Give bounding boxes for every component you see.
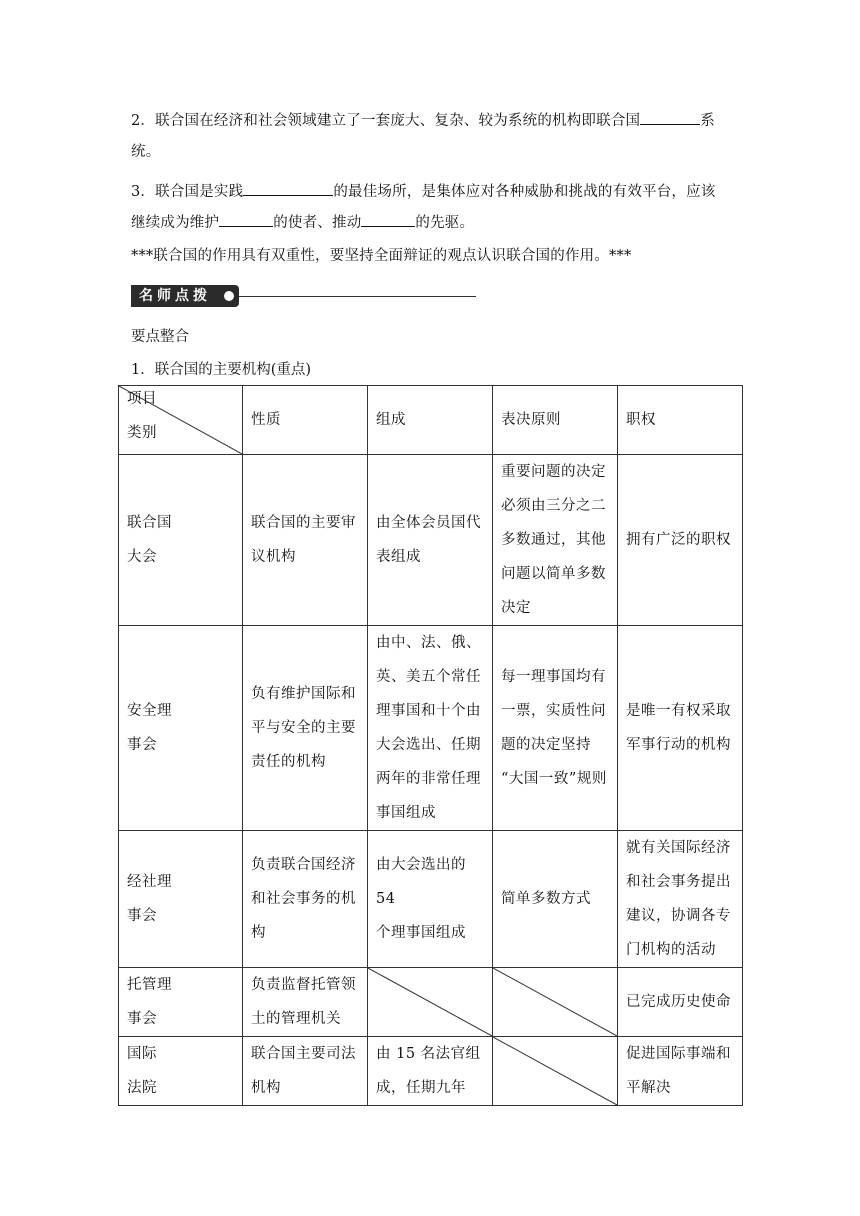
cell-line: 军事行动的机构 — [626, 737, 731, 753]
cell-line: 拥有广泛的职权 — [626, 532, 731, 548]
cell-line: 事会 — [127, 908, 157, 924]
cell-line: 平与安全的主要 — [251, 720, 356, 736]
voting-cell — [493, 626, 618, 831]
fill-in-blank[interactable] — [640, 107, 700, 125]
cell-line: 成，任期九年 — [376, 1080, 466, 1096]
composition-cell — [368, 1037, 493, 1106]
cell-line: 由中、法、俄、 — [376, 635, 481, 651]
powers-cell — [618, 1037, 743, 1106]
cell-line: 事会 — [127, 1011, 157, 1027]
cell-line: 简单多数方式 — [501, 891, 591, 907]
table-row — [119, 455, 743, 626]
empty-voting-cell — [493, 968, 618, 1037]
table-row — [119, 1037, 743, 1106]
un-organs-table — [118, 385, 743, 1106]
cell-line: 建议，协调各专 — [626, 908, 731, 924]
paragraph-3-text-5: 的先驱。 — [415, 215, 475, 231]
cell-line: “大国一致”规则 — [501, 771, 607, 787]
cell-line: 促进国际事端和 — [626, 1046, 731, 1062]
cell-line: 责任的机构 — [251, 754, 326, 770]
cell-line: 由全体会员国代 — [376, 515, 481, 531]
cell-line: 英、美五个常任 — [376, 669, 481, 685]
nature-cell — [243, 1037, 368, 1106]
cell-line: 联合国主要司法 — [251, 1046, 356, 1062]
voting-cell — [493, 455, 618, 626]
cell-line: 门机构的活动 — [626, 942, 716, 958]
cell-line: 决定 — [501, 600, 531, 616]
cell-line: 和社会事务提出 — [626, 874, 731, 890]
composition-cell — [368, 831, 493, 968]
nature-cell — [243, 831, 368, 968]
table-row — [119, 626, 743, 831]
voting-cell — [493, 831, 618, 968]
cell-line: 是唯一有权采取 — [626, 703, 731, 719]
paragraph-3-text-2: 的最佳场所，是集体应对各种威胁和挑战的有效平台，应该 — [333, 184, 716, 200]
cell-line: 土的管理机关 — [251, 1011, 341, 1027]
header-cell: 性质 — [243, 386, 368, 455]
cell-line: 个理事国组成 — [376, 925, 466, 941]
cell-line: 事会 — [127, 737, 157, 753]
organ-name-cell — [119, 1037, 243, 1106]
corner-label-category: 类别 — [127, 425, 157, 441]
cell-line: 机构 — [251, 1080, 281, 1096]
fill-in-blank[interactable] — [361, 209, 415, 227]
banner-label: 名师点拨 — [139, 288, 211, 304]
organ-name-cell — [119, 831, 243, 968]
cell-line: 理事国和十个由 — [376, 703, 481, 719]
paragraph-2-continuation: 统。 — [131, 144, 161, 160]
banner-divider — [239, 296, 476, 297]
cell-line: 负责联合国经济 — [251, 857, 356, 873]
banner-badge — [131, 285, 239, 307]
cell-line: 议机构 — [251, 549, 296, 565]
cell-line: 多数通过，其他 — [501, 532, 606, 548]
fill-in-blank[interactable] — [219, 209, 273, 227]
cell-line: 平解决 — [626, 1080, 671, 1096]
table-header-row — [119, 386, 743, 455]
paragraph-3-text-3: 继续成为维护 — [131, 215, 220, 231]
cell-line: 由大会选出的54 — [376, 857, 466, 907]
composition-cell — [368, 455, 493, 626]
cell-line: 题的决定坚持 — [501, 737, 591, 753]
cell-line: 就有关国际经济 — [626, 840, 731, 856]
diagonal-line — [493, 968, 617, 1036]
cell-line: 国际 — [127, 1046, 157, 1062]
empty-composition-cell — [368, 968, 493, 1037]
paragraph-2-text: 2．联合国在经济和社会领域建立了一套庞大、复杂、较为系统的机构即联合国 — [131, 113, 641, 129]
diagonal-line — [493, 1037, 617, 1105]
cell-line: 和社会事务的机 — [251, 891, 356, 907]
fill-in-blank[interactable] — [243, 178, 333, 196]
cell-line: 事国组成 — [376, 805, 436, 821]
paragraph-3-text: 3．联合国是实践 — [131, 184, 244, 200]
organ-name-cell — [119, 455, 243, 626]
cell-line: 负责监督托管领 — [251, 977, 356, 993]
organ-name-cell — [119, 626, 243, 831]
cell-line: 托管理 — [127, 977, 172, 993]
section-banner — [131, 285, 476, 309]
paragraph-2 — [131, 106, 743, 168]
header-cell: 职权 — [618, 386, 743, 455]
cell-line: 经社理 — [127, 874, 172, 890]
powers-cell — [618, 626, 743, 831]
powers-cell — [618, 968, 743, 1037]
key-note — [131, 241, 743, 272]
table-row — [119, 968, 743, 1037]
organ-name-cell — [119, 968, 243, 1037]
nature-cell — [243, 455, 368, 626]
cell-line: 必须由三分之二 — [501, 498, 606, 514]
cell-line: 一票，实质性问 — [501, 703, 606, 719]
nature-cell — [243, 626, 368, 831]
section-title: 要点整合 — [131, 329, 189, 345]
cell-line: 安全理 — [127, 703, 172, 719]
banner-dot-icon — [224, 291, 234, 301]
cell-line: 两年的非常任理 — [376, 771, 481, 787]
cell-line: 表组成 — [376, 549, 421, 565]
header-cell: 组成 — [368, 386, 493, 455]
cell-line: 问题以简单多数 — [501, 566, 606, 582]
cell-line: 联合国的主要审 — [251, 515, 356, 531]
empty-voting-cell — [493, 1037, 618, 1106]
nature-cell — [243, 968, 368, 1037]
paragraph-3-text-4: 的使者、推动 — [273, 215, 362, 231]
powers-cell — [618, 831, 743, 968]
cell-line: 重要问题的决定 — [501, 464, 606, 480]
diagonal-line — [368, 968, 492, 1036]
cell-line: 联合国 — [127, 515, 172, 531]
corner-header-cell — [119, 386, 243, 455]
cell-line: 已完成历史使命 — [626, 994, 731, 1010]
cell-line: 构 — [251, 925, 266, 941]
table-title: 1．联合国的主要机构(重点) — [131, 362, 312, 378]
composition-cell — [368, 626, 493, 831]
key-note-text: ***联合国的作用具有双重性，要坚持全面辩证的观点认识联合国的作用。*** — [131, 248, 632, 264]
paragraph-2-tail: 系 — [700, 113, 715, 129]
table-row — [119, 831, 743, 968]
cell-line: 每一理事国均有 — [501, 669, 606, 685]
paragraph-3 — [131, 177, 743, 239]
cell-line: 大会 — [127, 549, 157, 565]
cell-line: 大会选出、任期 — [376, 737, 481, 753]
corner-label-item: 项目 — [127, 391, 157, 407]
powers-cell — [618, 455, 743, 626]
cell-line: 法院 — [127, 1080, 157, 1096]
cell-line: 由 15 名法官组 — [376, 1046, 481, 1062]
cell-line: 负有维护国际和 — [251, 686, 356, 702]
header-cell: 表决原则 — [493, 386, 618, 455]
